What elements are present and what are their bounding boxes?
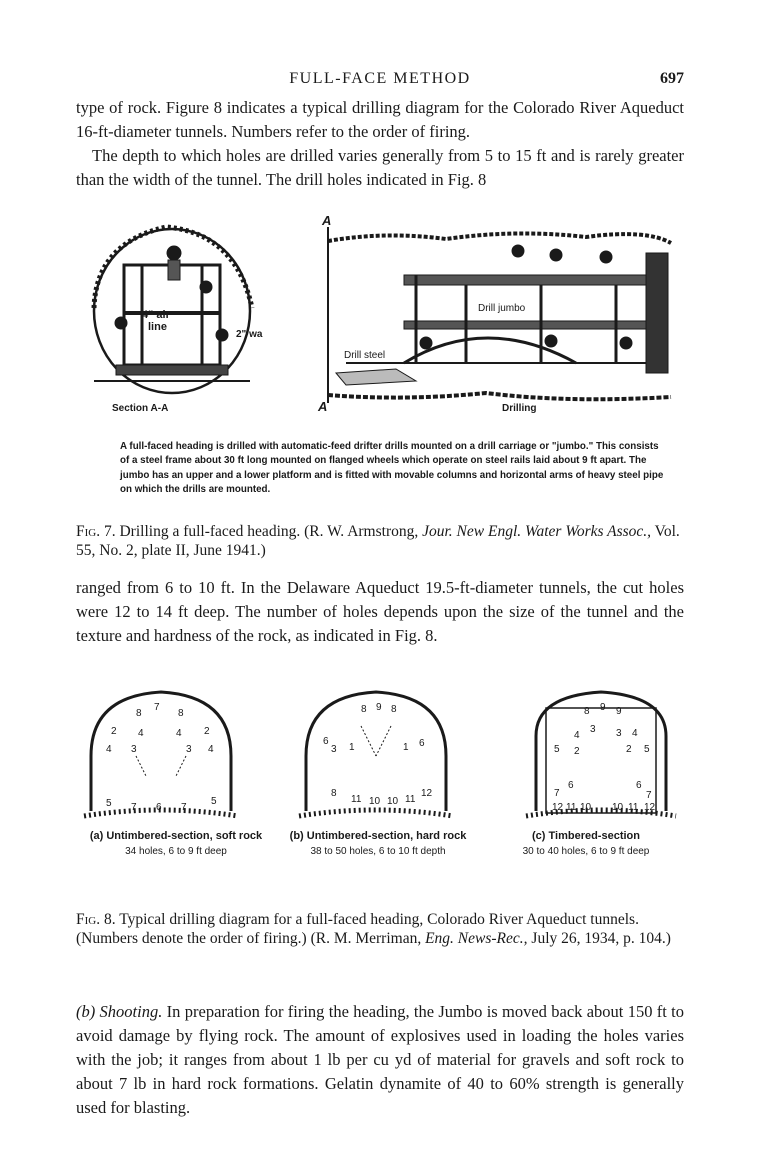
svg-text:2: 2: [204, 726, 210, 737]
panel-a-title: (a) Untimbered-section, soft rock: [89, 830, 263, 842]
svg-text:11: 11: [351, 794, 362, 805]
figure-7-caption-journal: Jour. New Engl. Water Works Assoc.,: [422, 523, 652, 540]
figure-8-caption-text: Typical drilling diagram for a full-faced heading, Colorado River Aqueduct tunnels. (Numbers denote the order of firing.) (R. M. Merriman,: [76, 911, 639, 947]
svg-text:3: 3: [331, 744, 337, 755]
figure-8-label: Fig. 8.: [76, 911, 116, 928]
svg-text:12: 12: [644, 802, 656, 813]
section-aa-drawing: [94, 227, 252, 393]
svg-text:4: 4: [138, 728, 144, 739]
svg-text:4: 4: [574, 730, 580, 741]
marker-a-bottom: A: [318, 399, 328, 414]
figure-8-caption-journal: Eng. News-Rec.,: [425, 930, 528, 947]
panel-a-subtitle: 34 holes, 6 to 9 ft deep: [125, 846, 227, 857]
panel-b-subtitle: 38 to 50 holes, 6 to 10 ft depth: [310, 846, 446, 857]
figure-7-description: A full-faced heading is drilled with automatic-feed drifter drills mounted on a drill carriage or "jumbo." This consists of a steel frame about 30 ft long mounted on flanged wheels which operate on steel rails laid about 9 ft apart. The jumbo has an upper and a lower platform and is fitted with movable columns and horizontal arms of heavy steel pipe on which the drills are mounted.: [120, 441, 664, 496]
drilling-caption: Drilling: [502, 403, 537, 414]
figure-7-label: Fig. 7.: [76, 523, 116, 540]
svg-text:4: 4: [176, 728, 182, 739]
svg-text:2: 2: [626, 744, 632, 755]
svg-text:8: 8: [178, 708, 184, 719]
running-header: [76, 70, 684, 92]
body-text-3: In preparation for firing the heading, the Jumbo is moved back about 150 ft to avoid damage by flying rock. The amount of explosives used in loading the holes varies with the job; it ranges from about 1 lb per cu yd of material for gravels and soft rock to about 7 lb in hard rock formations. Gelatin dynamite of 40 to 60% strength is generally used for blasting.: [76, 1002, 684, 1117]
svg-text:4: 4: [106, 744, 112, 755]
svg-text:10: 10: [612, 802, 624, 813]
svg-text:7: 7: [131, 802, 137, 813]
svg-text:6: 6: [419, 738, 425, 749]
svg-text:6: 6: [323, 736, 329, 747]
svg-text:7: 7: [154, 702, 160, 713]
svg-text:5: 5: [211, 796, 217, 807]
svg-text:4: 4: [208, 744, 214, 755]
figure-8-caption: [76, 910, 684, 948]
svg-text:5: 5: [106, 798, 112, 809]
svg-text:3: 3: [186, 744, 192, 755]
svg-text:6: 6: [568, 780, 574, 791]
svg-text:3: 3: [616, 728, 622, 739]
figure-7-caption: [76, 522, 684, 560]
body-paragraph-1: [76, 96, 684, 192]
svg-text:7: 7: [181, 802, 187, 813]
svg-text:12: 12: [421, 788, 433, 799]
body-text-1a: type of rock. Figure 8 indicates a typical drilling diagram for the Colorado River Aqueduct 16-ft-diameter tunnels. Numbers refer to the order of firing.: [76, 98, 684, 141]
svg-text:9: 9: [376, 702, 382, 713]
svg-text:1: 1: [403, 742, 409, 753]
figure-7-caption-text: Drilling a full-faced heading. (R. W. Armstrong,: [119, 523, 419, 540]
svg-text:8: 8: [361, 704, 367, 715]
svg-text:2: 2: [574, 746, 580, 757]
svg-text:4: 4: [632, 728, 638, 739]
label-drill-jumbo: Drill jumbo: [478, 303, 526, 314]
figure-7-caption-tail: Vol. 55, No. 2, plate II, June 1941.): [76, 523, 680, 559]
svg-text:3: 3: [590, 724, 596, 735]
diagram-c: [526, 692, 676, 816]
svg-text:6: 6: [156, 802, 162, 813]
section-label-shooting: (b) Shooting.: [76, 1002, 163, 1021]
page-number: 697: [660, 70, 684, 87]
figure-7-illustration: [86, 213, 674, 423]
svg-text:8: 8: [331, 788, 337, 799]
svg-text:8: 8: [136, 708, 142, 719]
body-paragraph-3: [76, 1000, 684, 1120]
svg-text:11: 11: [405, 794, 416, 805]
body-paragraph-2: ranged from 6 to 10 ft. In the Delaware Aqueduct 19.5-ft-diameter tunnels, the cut holes were 12 to 14 ft deep. The number of holes depends upon the size of the tunnel and the texture and hardness of the rock, as indicated in Fig. 8.: [76, 578, 684, 645]
svg-text:5: 5: [554, 744, 560, 755]
panel-b-title: (b) Untimbered-section, hard rock: [289, 830, 467, 842]
label-drill-steel: Drill steel: [344, 350, 386, 361]
svg-text:6: 6: [636, 780, 642, 791]
svg-text:7: 7: [646, 790, 652, 801]
panel-c-subtitle: 30 to 40 holes, 6 to 9 ft deep: [522, 846, 650, 857]
svg-text:5: 5: [644, 744, 650, 755]
section-caption: Section A-A: [112, 403, 169, 414]
label-air: 4" air: [142, 309, 170, 321]
svg-text:11: 11: [566, 802, 577, 813]
diagram-a: [84, 692, 238, 816]
svg-text:11: 11: [628, 802, 639, 813]
svg-text:2: 2: [111, 726, 117, 737]
panel-c-title: (c) Timbered-section: [532, 830, 640, 842]
svg-text:10: 10: [580, 802, 592, 813]
svg-text:12: 12: [552, 802, 564, 813]
running-title: FULL-FACE METHOD: [289, 70, 471, 87]
label-water: 2" wa: [236, 329, 263, 340]
svg-text:3: 3: [131, 744, 137, 755]
svg-text:10: 10: [387, 796, 399, 807]
figure-8-caption-tail: July 26, 1934, p. 104.): [531, 930, 671, 947]
figure-8: [76, 686, 684, 866]
figure-7: [86, 213, 674, 423]
body-text-1b: The depth to which holes are drilled varies generally from 5 to 15 ft and is rarely greater than the width of the tunnel. The drill holes indicated in Fig. 8: [76, 146, 684, 189]
marker-a-top: A: [322, 213, 332, 228]
svg-text:8: 8: [391, 704, 397, 715]
diagram-b: [299, 692, 453, 816]
svg-text:10: 10: [369, 796, 381, 807]
svg-text:9: 9: [600, 702, 606, 713]
label-line: line: [148, 321, 167, 333]
svg-text:9: 9: [616, 706, 622, 717]
svg-text:8: 8: [584, 706, 590, 717]
svg-text:7: 7: [554, 788, 560, 799]
svg-text:1: 1: [349, 742, 355, 753]
drilling-elevation-drawing: [328, 227, 671, 403]
